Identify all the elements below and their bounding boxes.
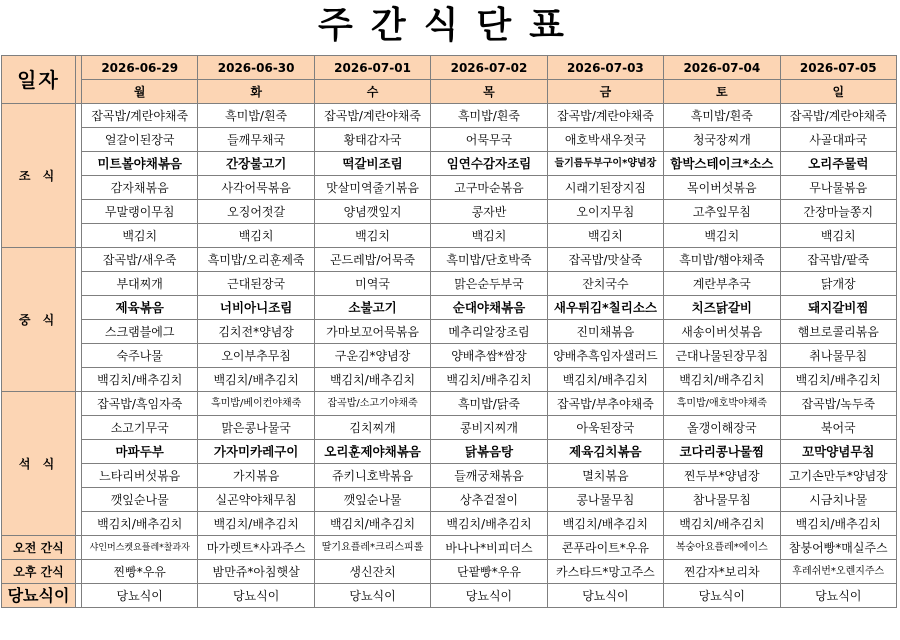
menu-cell: 백김치/배추김치 [314,368,430,392]
menu-cell: 숙주나물 [82,344,198,368]
menu-cell: 메추리알장조림 [431,320,547,344]
menu-cell: 소불고기 [314,296,430,320]
date-cell: 2026-07-05 [780,56,896,80]
menu-cell: 백김치 [547,224,663,248]
menu-cell: 잡곡밥/새우죽 [82,248,198,272]
menu-cell: 순대야채볶음 [431,296,547,320]
menu-cell: 백김치 [780,224,896,248]
menu-cell: 제육볶음 [82,296,198,320]
menu-cell: 새우튀김*칠리소스 [547,296,663,320]
snack-cell: 콘푸라이트*우유 [547,536,663,560]
menu-cell: 감자채볶음 [82,176,198,200]
date-cell: 2026-06-30 [198,56,314,80]
menu-cell: 백김치/배추김치 [547,512,663,536]
menu-cell: 멸치볶음 [547,464,663,488]
menu-cell: 아욱된장국 [547,416,663,440]
menu-cell: 시금치나물 [780,488,896,512]
menu-cell: 곤드레밥/어묵죽 [314,248,430,272]
menu-cell: 흑미밥/흰죽 [664,104,780,128]
menu-cell: 시래기된장지짐 [547,176,663,200]
snack-cell: 참붕어빵*매실주스 [780,536,896,560]
menu-cell: 백김치/배추김치 [431,368,547,392]
menu-cell: 간장불고기 [198,152,314,176]
menu-cell: 잡곡밥/계란야채죽 [82,104,198,128]
menu-cell: 깻잎순나물 [82,488,198,512]
menu-cell: 상추겉절이 [431,488,547,512]
menu-cell: 김치찌개 [314,416,430,440]
menu-cell: 잡곡밥/계란야채죽 [314,104,430,128]
menu-cell: 백김치/배추김치 [314,512,430,536]
menu-cell: 황태감자국 [314,128,430,152]
menu-cell: 청국장찌개 [664,128,780,152]
snack-cell: 후레쉬번*오렌지주스 [780,560,896,584]
menu-cell: 흑미밥/흰죽 [198,104,314,128]
menu-cell: 백김치/배추김치 [198,512,314,536]
date-cell: 2026-07-03 [547,56,663,80]
menu-row [2,272,897,296]
snack-cell: 당뇨식이 [431,584,547,608]
menu-cell: 맑은콩나물국 [198,416,314,440]
snack-cell: 당뇨식이 [198,584,314,608]
snack-cell: 찐감자*보리차 [664,560,780,584]
menu-cell: 들기름두부구이*양념장 [547,152,663,176]
menu-cell: 들깨궁채볶음 [431,464,547,488]
date-cell: 2026-06-29 [82,56,198,80]
snack-cell: 당뇨식이 [82,584,198,608]
menu-cell: 오리훈제야채볶음 [314,440,430,464]
menu-cell: 사골대파국 [780,128,896,152]
menu-body [2,56,897,608]
menu-cell: 백김치/배추김치 [431,512,547,536]
menu-cell: 떡갈비조림 [314,152,430,176]
menu-cell: 오징어젓갈 [198,200,314,224]
menu-cell: 찐두부*양념장 [664,464,780,488]
menu-cell: 무말랭이무침 [82,200,198,224]
snack-cell: 생신잔치 [314,560,430,584]
snack-cell: 당뇨식이 [664,584,780,608]
snack-label: 오전 간식 [2,536,76,560]
menu-cell: 새송이버섯볶음 [664,320,780,344]
menu-row [2,368,897,392]
menu-cell: 참나물무침 [664,488,780,512]
menu-cell: 치즈닭갈비 [664,296,780,320]
meal-label: 중 식 [2,248,76,392]
menu-cell: 무나물볶음 [780,176,896,200]
snack-cell: 찐빵*우유 [82,560,198,584]
menu-cell: 콩비지찌개 [431,416,547,440]
menu-cell: 가마보꼬어묵볶음 [314,320,430,344]
snack-row [2,536,897,560]
menu-row [2,416,897,440]
menu-cell: 백김치/배추김치 [82,368,198,392]
menu-cell: 백김치 [198,224,314,248]
menu-cell: 소고기무국 [82,416,198,440]
meal-label: 조 식 [2,104,76,248]
menu-row [2,512,897,536]
menu-cell: 고기손만두*양념장 [780,464,896,488]
menu-cell: 흑미밥/애호박야채죽 [664,392,780,416]
menu-cell: 취나물무침 [780,344,896,368]
menu-cell: 사각어묵볶음 [198,176,314,200]
menu-cell: 근대나물된장무침 [664,344,780,368]
header-weekday-row [2,80,897,104]
menu-cell: 흑미밥/닭죽 [431,392,547,416]
menu-cell: 얼갈이된장국 [82,128,198,152]
menu-cell: 꼬막양념무침 [780,440,896,464]
menu-cell: 어묵무국 [431,128,547,152]
menu-cell: 진미채볶음 [547,320,663,344]
weekday-cell: 금 [547,80,663,104]
weekday-cell: 목 [431,80,547,104]
menu-cell: 부대찌개 [82,272,198,296]
menu-cell: 북어국 [780,416,896,440]
menu-cell: 흑미밥/베이컨야채죽 [198,392,314,416]
menu-cell: 흑미밥/단호박죽 [431,248,547,272]
menu-cell: 잡곡밥/흑임자죽 [82,392,198,416]
menu-row [2,488,897,512]
menu-cell: 백김치/배추김치 [664,368,780,392]
menu-cell: 흑미밥/흰죽 [431,104,547,128]
menu-cell: 목이버섯볶음 [664,176,780,200]
snack-cell: 단팥빵*우유 [431,560,547,584]
snack-row [2,560,897,584]
menu-cell: 함박스테이크*소스 [664,152,780,176]
menu-cell: 백김치 [431,224,547,248]
menu-cell: 쥬키니호박볶음 [314,464,430,488]
weekday-cell: 월 [82,80,198,104]
menu-cell: 가자미카레구이 [198,440,314,464]
menu-row [2,224,897,248]
date-cell: 2026-07-01 [314,56,430,80]
menu-cell: 백김치/배추김치 [780,368,896,392]
menu-cell: 오이부추무침 [198,344,314,368]
header-date-row [2,56,897,80]
menu-cell: 잡곡밥/녹두죽 [780,392,896,416]
menu-cell: 콩자반 [431,200,547,224]
menu-cell: 들깨무채국 [198,128,314,152]
menu-cell: 계란부추국 [664,272,780,296]
snack-cell: 바나나*비피더스 [431,536,547,560]
menu-cell: 고추잎무침 [664,200,780,224]
menu-cell: 실곤약야채무침 [198,488,314,512]
date-label: 일자 [2,56,76,104]
menu-row [2,440,897,464]
menu-cell: 스크램블에그 [82,320,198,344]
menu-row [2,176,897,200]
menu-cell: 애호박새우젓국 [547,128,663,152]
menu-cell: 오리주물럭 [780,152,896,176]
menu-cell: 임연수감자조림 [431,152,547,176]
menu-cell: 양배추흑임자샐러드 [547,344,663,368]
snack-cell: 마가렛트*사과주스 [198,536,314,560]
menu-cell: 잡곡밥/소고기야채죽 [314,392,430,416]
page-title: 주간식단표 [318,5,582,46]
snack-cell: 딸기요플레*크리스피롤 [314,536,430,560]
snack-label: 오후 간식 [2,560,76,584]
menu-row [2,320,897,344]
menu-row [2,104,897,128]
menu-cell: 가지볶음 [198,464,314,488]
menu-cell: 잡곡밥/계란야채죽 [547,104,663,128]
menu-cell: 콩나물무침 [547,488,663,512]
snack-cell: 밤만쥬*아침햇살 [198,560,314,584]
menu-cell: 고구마순볶음 [431,176,547,200]
snack-cell: 당뇨식이 [314,584,430,608]
menu-cell: 김치전*양념장 [198,320,314,344]
menu-cell: 백김치 [82,224,198,248]
menu-cell: 잡곡밥/계란야채죽 [780,104,896,128]
date-cell: 2026-07-04 [664,56,780,80]
menu-row [2,152,897,176]
menu-row [2,344,897,368]
menu-row [2,392,897,416]
menu-cell: 잡곡밥/맛살죽 [547,248,663,272]
menu-cell: 잡곡밥/부추야채죽 [547,392,663,416]
menu-row [2,296,897,320]
menu-cell: 백김치 [314,224,430,248]
menu-cell: 잡곡밥/팥죽 [780,248,896,272]
menu-cell: 흑미밥/오리훈제죽 [198,248,314,272]
menu-cell: 구운김*양념장 [314,344,430,368]
menu-row [2,200,897,224]
weekday-cell: 수 [314,80,430,104]
menu-cell: 백김치 [664,224,780,248]
menu-cell: 돼지갈비찜 [780,296,896,320]
menu-cell: 햄브로콜리볶음 [780,320,896,344]
menu-cell: 오이지무침 [547,200,663,224]
menu-cell: 양배추쌈*쌈장 [431,344,547,368]
menu-cell: 느타리버섯볶음 [82,464,198,488]
menu-cell: 잔치국수 [547,272,663,296]
menu-row [2,464,897,488]
menu-cell: 마파두부 [82,440,198,464]
snack-cell: 카스타드*망고주스 [547,560,663,584]
weekday-cell: 화 [198,80,314,104]
menu-cell: 깻잎순나물 [314,488,430,512]
weekday-cell: 일 [780,80,896,104]
menu-cell: 너비아니조림 [198,296,314,320]
menu-cell: 닭개장 [780,272,896,296]
date-cell: 2026-07-02 [431,56,547,80]
menu-row [2,128,897,152]
menu-cell: 미트볼야채볶음 [82,152,198,176]
menu-cell: 닭볶음탕 [431,440,547,464]
snack-cell: 복숭아요플레*에이스 [664,536,780,560]
menu-row [2,248,897,272]
menu-cell: 흑미밥/햄야채죽 [664,248,780,272]
menu-cell: 올갱이해장국 [664,416,780,440]
menu-cell: 백김치/배추김치 [82,512,198,536]
menu-cell: 맑은순두부국 [431,272,547,296]
menu-cell: 간장마늘쫑지 [780,200,896,224]
snack-cell: 샤인머스켓요플레*찰과자 [82,536,198,560]
snack-cell: 당뇨식이 [547,584,663,608]
menu-cell: 근대된장국 [198,272,314,296]
meal-label: 석 식 [2,392,76,536]
snack-cell: 당뇨식이 [780,584,896,608]
menu-cell: 코다리콩나물찜 [664,440,780,464]
weekday-cell: 토 [664,80,780,104]
menu-cell: 백김치/배추김치 [780,512,896,536]
menu-cell: 맛살미역줄기볶음 [314,176,430,200]
menu-cell: 미역국 [314,272,430,296]
snack-label: 당뇨식이 [2,584,76,608]
menu-cell: 백김치/배추김치 [547,368,663,392]
snack-row [2,584,897,608]
menu-cell: 백김치/배추김치 [198,368,314,392]
menu-cell: 백김치/배추김치 [664,512,780,536]
menu-cell: 양념깻잎지 [314,200,430,224]
menu-cell: 제육김치볶음 [547,440,663,464]
weekly-menu-table [1,55,897,608]
